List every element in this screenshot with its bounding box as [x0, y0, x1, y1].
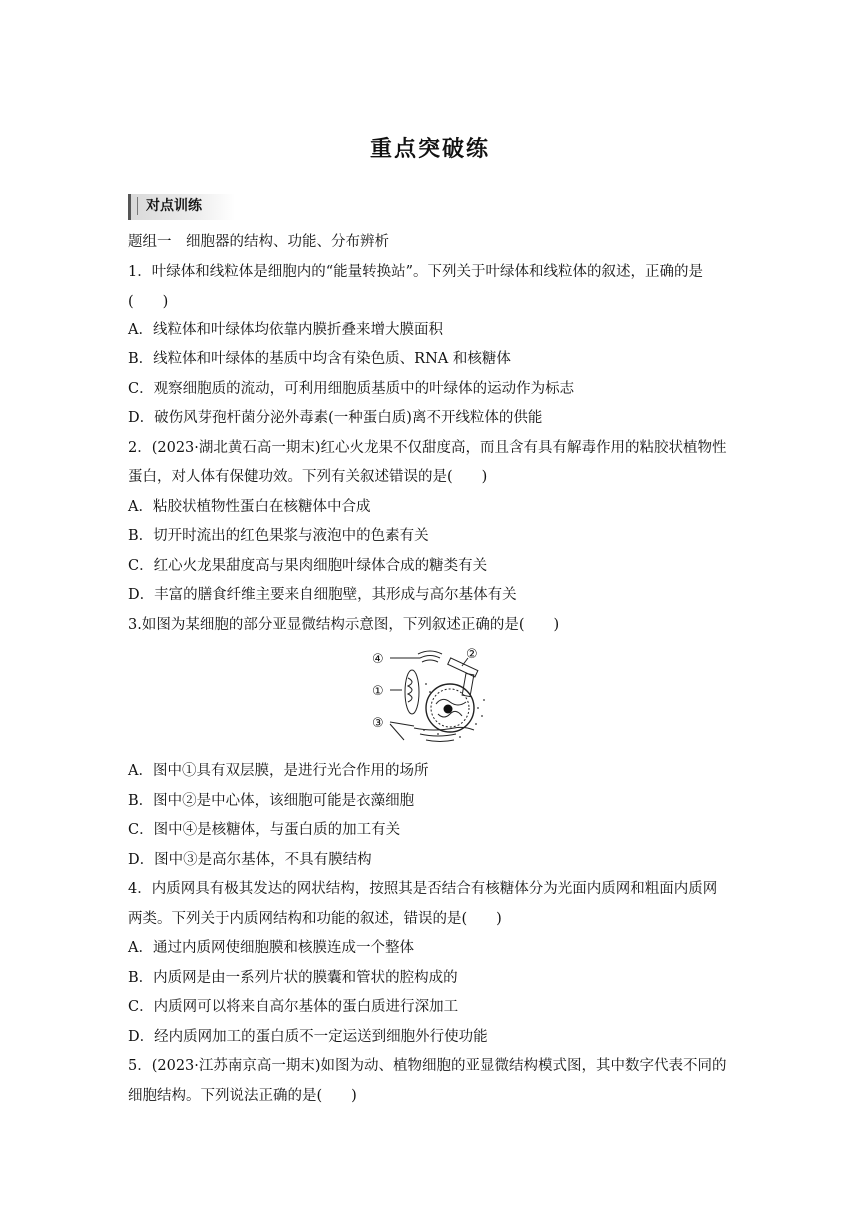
organelle-1 [405, 670, 419, 714]
question-2-option-c: C．红心火龙果甜度高与果肉细胞叶绿体合成的糖类有关 [128, 558, 488, 574]
question-2-option-b: B．切开时流出的红色果浆与液泡中的色素有关 [128, 528, 429, 544]
leader-line-3a [390, 722, 414, 726]
question-1-stem: 1．叶绿体和线粒体是细胞内的“能量转换站”。下列关于叶绿体和线粒体的叙述，正确的是 [128, 264, 704, 280]
leader-line-3b [390, 724, 404, 740]
organelle-3 [414, 727, 474, 730]
organelle-4 [418, 651, 442, 654]
question-5-stem: 5．(2023·江苏南京高一期末)如图为动、植物细胞的亚显微结构模式图，其中数字代表不同的 [128, 1058, 727, 1074]
cell-diagram-svg [364, 644, 500, 744]
label-2: ② [466, 647, 478, 662]
question-3-stem: 3.如图为某细胞的部分亚显微结构示意图，下列叙述正确的是( ) [128, 617, 560, 633]
question-2-option-a: A．粘胶状植物性蛋白在核糖体中合成 [128, 499, 371, 515]
question-5-stem-cont: 细胞结构。下列说法正确的是( ) [128, 1088, 357, 1104]
question-2-stem: 2．(2023·湖北黄石高一期末)红心火龙果不仅甜度高，而且含有具有解毒作用的粘胶状植物性 [128, 440, 727, 456]
question-4-stem: 4．内质网具有极其发达的网状结构，按照其是否结合有核糖体分为光面内质网和粗面内质网 [128, 881, 718, 897]
label-3: ③ [372, 716, 384, 731]
label-1: ① [372, 684, 384, 699]
question-2-option-d: D．丰富的膳食纤维主要来自细胞壁，其形成与高尔基体有关 [128, 587, 517, 603]
question-4-stem-cont: 两类。下列关于内质网结构和功能的叙述，错误的是( ) [128, 911, 502, 927]
label-4: ④ [372, 652, 384, 667]
question-4-option-a: A．通过内质网使细胞膜和核膜连成一个整体 [128, 940, 414, 956]
nucleolus [444, 705, 453, 714]
section-tag [128, 194, 235, 220]
question-4-option-d: D．经内质网加工的蛋白质不一定运送到细胞外行使功能 [128, 1029, 488, 1045]
question-3-option-c: C．图中④是核糖体，与蛋白质的加工有关 [128, 822, 401, 838]
question-3-option-d: D．图中③是高尔基体，不具有膜结构 [128, 852, 372, 868]
section-tag-label: 对点训练 [137, 197, 202, 215]
question-1-option-b: B．线粒体和叶绿体的基质中均含有染色质、RNA 和核糖体 [128, 351, 511, 367]
question-3-option-a: A．图中①具有双层膜，是进行光合作用的场所 [128, 763, 429, 779]
question-1-option-c: C．观察细胞质的流动，可利用细胞质基质中的叶绿体的运动作为标志 [128, 381, 575, 397]
question-1-stem-cont: ( ) [128, 294, 169, 310]
question-4-option-c: C．内质网可以将来自高尔基体的蛋白质进行深加工 [128, 999, 459, 1015]
group-heading: 题组一 细胞器的结构、功能、分布辨析 [128, 234, 389, 250]
question-1-option-a: A．线粒体和叶绿体均依靠内膜折叠来增大膜面积 [128, 322, 443, 338]
question-3-option-b: B．图中②是中心体，该细胞可能是衣藻细胞 [128, 793, 415, 809]
question-4-option-b: B．内质网是由一系列片状的膜囊和管状的腔构成的 [128, 970, 458, 986]
question-2-stem-cont: 蛋白，对人体有保健功效。下列有关叙述错误的是( ) [128, 469, 488, 485]
question-1-option-d: D．破伤风芽孢杆菌分泌外毒素(一种蛋白质)离不开线粒体的供能 [128, 410, 543, 426]
cell-structure-diagram [364, 644, 500, 744]
page-title: 重点突破练 [369, 137, 490, 162]
